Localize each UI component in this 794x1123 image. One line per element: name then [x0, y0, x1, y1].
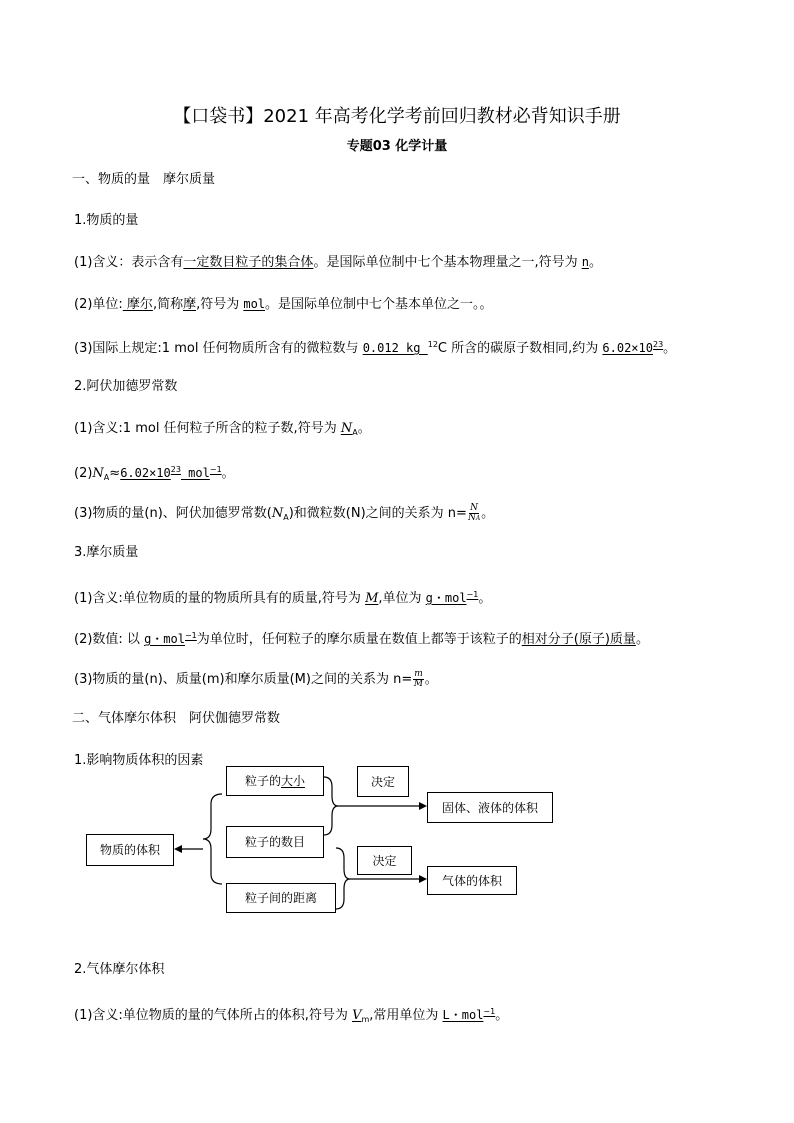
subsection-2-1-heading: 1.影响物质体积的因素 [74, 753, 204, 768]
paragraph-1-1-3: (3)国际上规定:1 mol 任何物质所含有的微粒数与 0.012 kg $^{12}$C 所含的碳原子数相同,约为 $6.02\times 10^{23}$。 [74, 340, 677, 356]
page-title: 【口袋书】2021 年高考化学考前回归教材必背知识手册 [173, 106, 621, 127]
paragraph-1-3-1: (1)含义:单位物质的量的物质所具有的质量,符号为 M,单位为 g・mol$^{-1}$。 [74, 590, 492, 606]
subsection-1-1-heading: 1.物质的量 [74, 213, 139, 228]
lower-right-brace [336, 848, 350, 909]
paragraph-1-2-2: $(2)N_A\approx 6.02\times 10^{23}$ mol$^{-1}$。 [74, 465, 235, 482]
subsection-1-3-heading: 3.摩尔质量 [74, 545, 139, 560]
box-particle-number: 粒子的数目 [226, 826, 324, 858]
paragraph-1-2-3: (3)物质的量(n)、阿伏加德罗常数$(N_A)$和微粒数(N)之间的关系为 n= $\frac{N}{NA}$ 。 [74, 503, 495, 523]
paragraph-2-2-1: (1)含义:单位物质的量的气体所占的体积,符号为 $V_m$,常用单位为 L・mol$^{-1}$。 [74, 1007, 509, 1024]
fraction-m-over-m: $\frac{m}{M}$ [413, 669, 424, 689]
paragraph-1-3-3: (3)物质的量(n)、质量(m)和摩尔质量(M)之间的关系为 n= $\frac{m}{M}$ 。 [74, 669, 438, 689]
subsection-1-2-heading: 2.阿伏加德罗常数 [74, 379, 178, 394]
box-decide-lower: 决定 [357, 846, 412, 875]
box-gas-volume: 气体的体积 [427, 866, 517, 895]
arrow-head-gas [419, 875, 427, 883]
paragraph-1-3-2: (2)数值: 以 g・mol$^{-1}$为单位时，任何粒子的摩尔质量在数值上都等于该粒子的相对分子(原子)质量。 [74, 631, 649, 647]
subsection-2-2-heading: 2.气体摩尔体积 [74, 962, 165, 977]
paragraph-1-2-1: (1)含义:1 mol 任何粒子所含的粒子数,符号为 $N_A$。 [74, 421, 371, 437]
arrow-head-volume [174, 845, 182, 853]
paragraph-1-1-2: (2)单位: 摩尔,简称摩,符号为 mol。是国际单位制中七个基本单位之一。。 [74, 297, 493, 312]
box-particle-size: 粒子的 大小 [226, 766, 324, 796]
paragraph-1-1-1: (1)含义：表示含有一定数目粒子的集合体。是国际单位制中七个基本物理量之一,符号为 n。 [74, 255, 602, 270]
section-2-heading: 二、气体摩尔体积 阿伏伽德罗常数 [72, 711, 281, 726]
box-decide-upper: 决定 [357, 766, 409, 797]
page-subtitle: 专题03 化学计量 [346, 139, 448, 154]
upper-right-brace [324, 777, 338, 835]
box-solid-liquid-volume: 固体、液体的体积 [427, 792, 553, 823]
section-1-heading: 一、物质的量 摩尔质量 [72, 172, 216, 187]
left-brace [203, 794, 222, 884]
fraction-n-over-na: $\frac{N}{NA}$ [467, 503, 481, 523]
box-particle-distance: 粒子间的距离 [226, 883, 336, 913]
box-substance-volume: 物质的体积 [86, 834, 174, 866]
arrow-head-solid-liquid [419, 802, 427, 810]
